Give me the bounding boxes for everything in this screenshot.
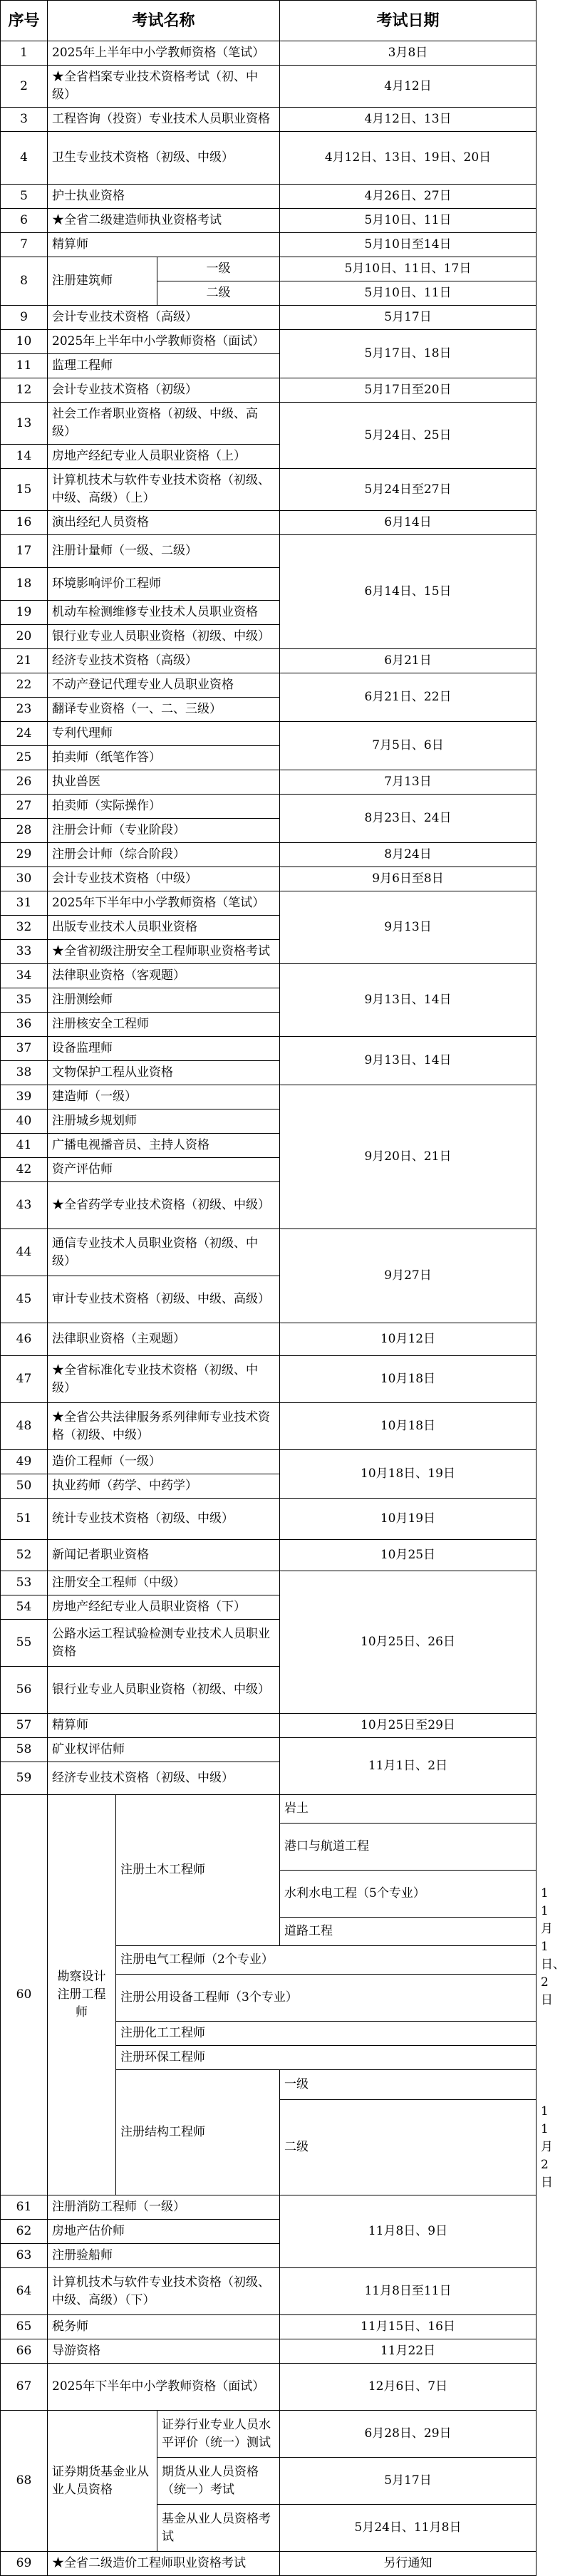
row-number: 56 (1, 1667, 48, 1714)
table-row (1, 469, 537, 511)
exam-date: 10月18日 (280, 1356, 537, 1403)
exam-name: 会计专业技术资格（中级） (48, 867, 280, 891)
row-number: 66 (1, 2339, 48, 2364)
exam-name: ★全省档案专业技术资格考试（初、中级） (48, 66, 280, 108)
table-row (1, 233, 537, 257)
exam-name: 2025年下半年中小学教师资格（笔试） (48, 891, 280, 916)
exam-date: 7月5日、6日 (280, 722, 537, 770)
exam-date: 5月17日、18日 (280, 330, 537, 378)
table-row (1, 306, 537, 330)
exam-name: 法律职业资格（主观题） (48, 1323, 280, 1356)
exam-name: 注册测绘师 (48, 988, 280, 1013)
table-row (1, 843, 537, 867)
row-number: 36 (1, 1013, 48, 1037)
table-row (1, 964, 537, 988)
exam-name: 专利代理师 (48, 722, 280, 746)
row-number: 65 (1, 2315, 48, 2339)
row-number: 8 (1, 257, 48, 306)
exam-name: 计算机技术与软件专业技术资格（初级、中级、高级）（上） (48, 469, 280, 511)
table-row (1, 1738, 537, 1762)
exam-date: 6月21日、22日 (280, 673, 537, 722)
row-number: 32 (1, 916, 48, 940)
exam-name: 房地产估价师 (48, 2220, 280, 2244)
row-number: 29 (1, 843, 48, 867)
exam-name: 注册计量师（一级、二级） (48, 535, 280, 568)
row-number: 35 (1, 988, 48, 1013)
exam-name: ★全省初级注册安全工程师职业资格考试 (48, 940, 280, 964)
exam-subgroup-name: 注册电气工程师（2个专业） (116, 1946, 537, 1975)
exam-date: 5月17日 (280, 306, 537, 330)
exam-name: 2025年下半年中小学教师资格（面试） (48, 2364, 280, 2411)
row-number: 4 (1, 132, 48, 185)
row-number: 1 (1, 41, 48, 66)
table-row (1, 2552, 537, 2576)
row-number: 18 (1, 568, 48, 601)
exam-name: 审计专业技术资格（初级、中级、高级） (48, 1276, 280, 1323)
exam-name: 2025年上半年中小学教师资格（笔试） (48, 41, 280, 66)
row-number: 39 (1, 1085, 48, 1109)
row-number: 27 (1, 795, 48, 819)
table-row (1, 1540, 537, 1571)
exam-name: 银行业专业人员职业资格（初级、中级） (48, 1667, 280, 1714)
exam-date: 10月18日 (280, 1403, 537, 1450)
row-number: 21 (1, 649, 48, 673)
exam-subgroup-name: 注册公用设备工程师（3个专业） (116, 1975, 537, 2022)
header-number: 序号 (1, 1, 48, 41)
exam-name: 注册城乡规划师 (48, 1109, 280, 1134)
table-row (1, 108, 537, 132)
exam-name: 护士执业资格 (48, 185, 280, 209)
table-row (1, 795, 537, 819)
header-exam-date: 考试日期 (280, 1, 537, 41)
exam-name: 环境影响评价工程师 (48, 568, 280, 601)
exam-name: 造价工程师（一级） (48, 1450, 280, 1474)
exam-group-name: 证券期货基金业从业人员资格 (48, 2411, 157, 2552)
exam-date: 10月19日 (280, 1499, 537, 1540)
table-row (1, 1499, 537, 1540)
exam-name: 社会工作者职业资格（初级、中级、高级） (48, 403, 280, 445)
table-row (1, 535, 537, 568)
row-number: 25 (1, 746, 48, 770)
row-number: 24 (1, 722, 48, 746)
exam-name: 注册建筑师 (48, 257, 157, 306)
exam-date: 5月10日、11日 (280, 209, 537, 233)
exam-name: 经济专业技术资格（高级） (48, 649, 280, 673)
exam-date: 12月6日、7日 (280, 2364, 537, 2411)
table-row (1, 722, 537, 746)
exam-date: 5月24日至27日 (280, 469, 537, 511)
exam-date: 6月14日、15日 (280, 535, 537, 649)
exam-subgroup-name: 注册环保工程师 (116, 2046, 537, 2070)
table-row (1, 891, 537, 916)
row-number: 54 (1, 1595, 48, 1620)
table-row (1, 2268, 537, 2315)
exam-name: 执业药师（药学、中药学） (48, 1474, 280, 1499)
exam-name: 新闻记者职业资格 (48, 1540, 280, 1571)
exam-name: 统计专业技术资格（初级、中级） (48, 1499, 280, 1540)
exam-specialty: 岩土 (280, 1795, 537, 1824)
exam-specialty: 水利水电工程（5个专业） (280, 1871, 537, 1918)
exam-subgroup-name: 注册结构工程师 (116, 2070, 280, 2195)
exam-date: 5月10日、11日、17日 (280, 257, 537, 281)
exam-name: ★全省公共法律服务系列律师专业技术资格（初级、中级） (48, 1403, 280, 1450)
table-row (1, 649, 537, 673)
exam-name: 注册安全工程师（中级） (48, 1571, 280, 1595)
exam-date: 9月27日 (280, 1229, 537, 1323)
row-number: 52 (1, 1540, 48, 1571)
exam-name: 精算师 (48, 1714, 280, 1738)
row-number: 47 (1, 1356, 48, 1403)
exam-date: 9月6日至8日 (280, 867, 537, 891)
exam-date: 10月18日、19日 (280, 1450, 537, 1499)
table-row (1, 41, 537, 66)
row-number: 49 (1, 1450, 48, 1474)
exam-name: 会计专业技术资格（高级） (48, 306, 280, 330)
exam-date: 11月8日、9日 (280, 2195, 537, 2268)
header-exam-name: 考试名称 (48, 1, 280, 41)
exam-name: 法律职业资格（客观题） (48, 964, 280, 988)
row-number: 58 (1, 1738, 48, 1762)
row-number: 44 (1, 1229, 48, 1276)
exam-subgroup-name: 注册化工工程师 (116, 2022, 537, 2046)
row-number: 30 (1, 867, 48, 891)
exam-name: 房地产经纪专业人员职业资格（上） (48, 445, 280, 469)
row-number: 40 (1, 1109, 48, 1134)
table-row: 60 勘察设计注册工程师 注册土木工程师 岩土 11月1日、2日 (1, 1795, 537, 1824)
row-number: 15 (1, 469, 48, 511)
exam-name: 不动产登记代理专业人员职业资格 (48, 673, 280, 698)
exam-subgroup-name: 期货从业人员资格（统一）考试 (157, 2458, 280, 2505)
row-number: 22 (1, 673, 48, 698)
row-number: 41 (1, 1134, 48, 1158)
exam-specialty: 港口与航道工程 (280, 1824, 537, 1871)
table-row (1, 403, 537, 445)
row-number: 37 (1, 1037, 48, 1061)
exam-name: 拍卖师（实际操作） (48, 795, 280, 819)
row-number: 46 (1, 1323, 48, 1356)
exam-subgroup-name: 证券行业专业人员水平评价（统一）测试 (157, 2411, 280, 2458)
table-row (1, 1714, 537, 1738)
exam-name: 2025年上半年中小学教师资格（面试） (48, 330, 280, 354)
row-number: 48 (1, 1403, 48, 1450)
table-row (1, 673, 537, 698)
row-number: 61 (1, 2195, 48, 2220)
exam-name: 注册会计师（专业阶段） (48, 819, 280, 843)
row-number: 34 (1, 964, 48, 988)
row-number: 31 (1, 891, 48, 916)
exam-name: 设备监理师 (48, 1037, 280, 1061)
row-number: 20 (1, 625, 48, 649)
row-number: 5 (1, 185, 48, 209)
exam-name: 出版专业技术人员职业资格 (48, 916, 280, 940)
exam-name: 计算机技术与软件专业技术资格（初级、中级、高级）（下） (48, 2268, 280, 2315)
exam-name: 演出经纪人员资格 (48, 511, 280, 535)
exam-date: 10月25日、26日 (280, 1571, 537, 1714)
row-number: 17 (1, 535, 48, 568)
exam-date: 8月24日 (280, 843, 537, 867)
table-row: 二级 11月2日 (1, 2100, 537, 2195)
exam-name: 银行业专业人员职业资格（初级、中级） (48, 625, 280, 649)
exam-name: 机动车检测维修专业技术人员职业资格 (48, 601, 280, 625)
exam-sub-level: 二级 (157, 281, 280, 306)
table-row (1, 1450, 537, 1474)
table-row (1, 2364, 537, 2411)
table-row (1, 66, 537, 108)
exam-date: 10月25日 (280, 1540, 537, 1571)
exam-date: 11月8日至11日 (280, 2268, 537, 2315)
exam-sub-level: 一级 (280, 2070, 537, 2100)
exam-date: 11月1日、2日 (280, 1738, 537, 1795)
row-number: 45 (1, 1276, 48, 1323)
exam-date: 10月25日至29日 (280, 1714, 537, 1738)
exam-name: 税务师 (48, 2315, 280, 2339)
row-number: 26 (1, 770, 48, 795)
exam-name: 执业兽医 (48, 770, 280, 795)
exam-name: 矿业权评估师 (48, 1738, 280, 1762)
exam-date: 9月13日、14日 (280, 1037, 537, 1085)
exam-date: 11月22日 (280, 2339, 537, 2364)
table-row (1, 511, 537, 535)
exam-date: 5月10日至14日 (280, 233, 537, 257)
table-row (1, 2411, 537, 2458)
exam-date: 5月24日、11月8日 (280, 2505, 537, 2552)
row-number: 2 (1, 66, 48, 108)
row-number: 19 (1, 601, 48, 625)
row-number: 9 (1, 306, 48, 330)
row-number: 64 (1, 2268, 48, 2315)
exam-date: 5月17日至20日 (280, 378, 537, 403)
exam-subgroup-name: 注册土木工程师 (116, 1795, 280, 1946)
exam-group-name: 勘察设计注册工程师 (48, 1795, 116, 2195)
row-number: 16 (1, 511, 48, 535)
exam-date: 另行通知 (280, 2552, 537, 2576)
exam-date: 4月12日、13日、19日、20日 (280, 132, 537, 185)
exam-name: 工程咨询（投资）专业技术人员职业资格 (48, 108, 280, 132)
exam-name: 注册核安全工程师 (48, 1013, 280, 1037)
table-row (1, 1037, 537, 1061)
exam-date: 5月24日、25日 (280, 403, 537, 469)
exam-name: 房地产经纪专业人员职业资格（下） (48, 1595, 280, 1620)
table-row (1, 1085, 537, 1109)
exam-date: 9月13日、14日 (280, 964, 537, 1037)
row-number: 10 (1, 330, 48, 354)
row-number: 59 (1, 1762, 48, 1795)
exam-name: 导游资格 (48, 2339, 280, 2364)
table-header-row (1, 1, 537, 41)
exam-subgroup-name: 基金从业人员资格考试 (157, 2505, 280, 2552)
row-number: 14 (1, 445, 48, 469)
exam-name: 精算师 (48, 233, 280, 257)
row-number: 28 (1, 819, 48, 843)
exam-name: 注册会计师（综合阶段） (48, 843, 280, 867)
table-row (1, 209, 537, 233)
table-row (1, 770, 537, 795)
exam-date: 8月23日、24日 (280, 795, 537, 843)
row-number: 51 (1, 1499, 48, 1540)
row-number: 43 (1, 1182, 48, 1229)
exam-name: 建造师（一级） (48, 1085, 280, 1109)
exam-date: 6月21日 (280, 649, 537, 673)
exam-specialty: 道路工程 (280, 1918, 537, 1946)
row-number: 23 (1, 698, 48, 722)
row-number: 63 (1, 2244, 48, 2268)
table-row (1, 185, 537, 209)
table-row (1, 1323, 537, 1356)
table-row (1, 867, 537, 891)
exam-date: 5月10日、11日 (280, 281, 537, 306)
table-row (1, 132, 537, 185)
table-row (1, 2339, 537, 2364)
exam-date: 4月12日、13日 (280, 108, 537, 132)
exam-date: 3月8日 (280, 41, 537, 66)
row-number: 68 (1, 2411, 48, 2552)
exam-date: 5月17日 (280, 2458, 537, 2505)
row-number: 11 (1, 354, 48, 378)
exam-date: 6月28日、29日 (280, 2411, 537, 2458)
exam-name: ★全省二级造价工程师职业资格考试 (48, 2552, 280, 2576)
row-number: 42 (1, 1158, 48, 1182)
exam-date: 11月15日、16日 (280, 2315, 537, 2339)
exam-name: 文物保护工程从业资格 (48, 1061, 280, 1085)
row-number: 69 (1, 2552, 48, 2576)
exam-sub-level: 一级 (157, 257, 280, 281)
row-number: 3 (1, 108, 48, 132)
row-number: 60 (1, 1795, 48, 2195)
row-number: 6 (1, 209, 48, 233)
row-number: 55 (1, 1620, 48, 1667)
row-number: 50 (1, 1474, 48, 1499)
row-number: 13 (1, 403, 48, 445)
table-row (1, 1229, 537, 1276)
exam-name: ★全省二级建造师执业资格考试 (48, 209, 280, 233)
exam-name: 翻译专业资格（一、二、三级） (48, 698, 280, 722)
exam-name: 资产评估师 (48, 1158, 280, 1182)
exam-date: 7月13日 (280, 770, 537, 795)
table-row (1, 1571, 537, 1595)
exam-name: ★全省标准化专业技术资格（初级、中级） (48, 1356, 280, 1403)
row-number: 57 (1, 1714, 48, 1738)
table-row (1, 2315, 537, 2339)
table-row (1, 2195, 537, 2220)
row-number: 67 (1, 2364, 48, 2411)
table-row (1, 1403, 537, 1450)
table-row (1, 378, 537, 403)
table-row (1, 257, 537, 281)
exam-name: 通信专业技术人员职业资格（初级、中级） (48, 1229, 280, 1276)
exam-date: 9月13日 (280, 891, 537, 964)
exam-name: 注册验船师 (48, 2244, 280, 2268)
exam-name: 会计专业技术资格（初级） (48, 378, 280, 403)
table-row (1, 1356, 537, 1403)
exam-sub-level: 二级 (280, 2100, 537, 2195)
exam-date: 10月12日 (280, 1323, 537, 1356)
exam-name: ★全省药学专业技术资格（初级、中级） (48, 1182, 280, 1229)
exam-name: 注册消防工程师（一级） (48, 2195, 280, 2220)
exam-date: 4月26日、27日 (280, 185, 537, 209)
exam-date: 6月14日 (280, 511, 537, 535)
row-number: 33 (1, 940, 48, 964)
exam-name: 拍卖师（纸笔作答） (48, 746, 280, 770)
exam-name: 公路水运工程试验检测专业技术人员职业资格 (48, 1620, 280, 1667)
row-number: 12 (1, 378, 48, 403)
exam-name: 经济专业技术资格（初级、中级） (48, 1762, 280, 1795)
row-number: 38 (1, 1061, 48, 1085)
table-row (1, 330, 537, 354)
row-number: 53 (1, 1571, 48, 1595)
exam-name: 卫生专业技术资格（初级、中级） (48, 132, 280, 185)
exam-name: 监理工程师 (48, 354, 280, 378)
row-number: 7 (1, 233, 48, 257)
exam-date: 4月12日 (280, 66, 537, 108)
row-number: 62 (1, 2220, 48, 2244)
exam-date: 9月20日、21日 (280, 1085, 537, 1229)
exam-name: 广播电视播音员、主持人资格 (48, 1134, 280, 1158)
